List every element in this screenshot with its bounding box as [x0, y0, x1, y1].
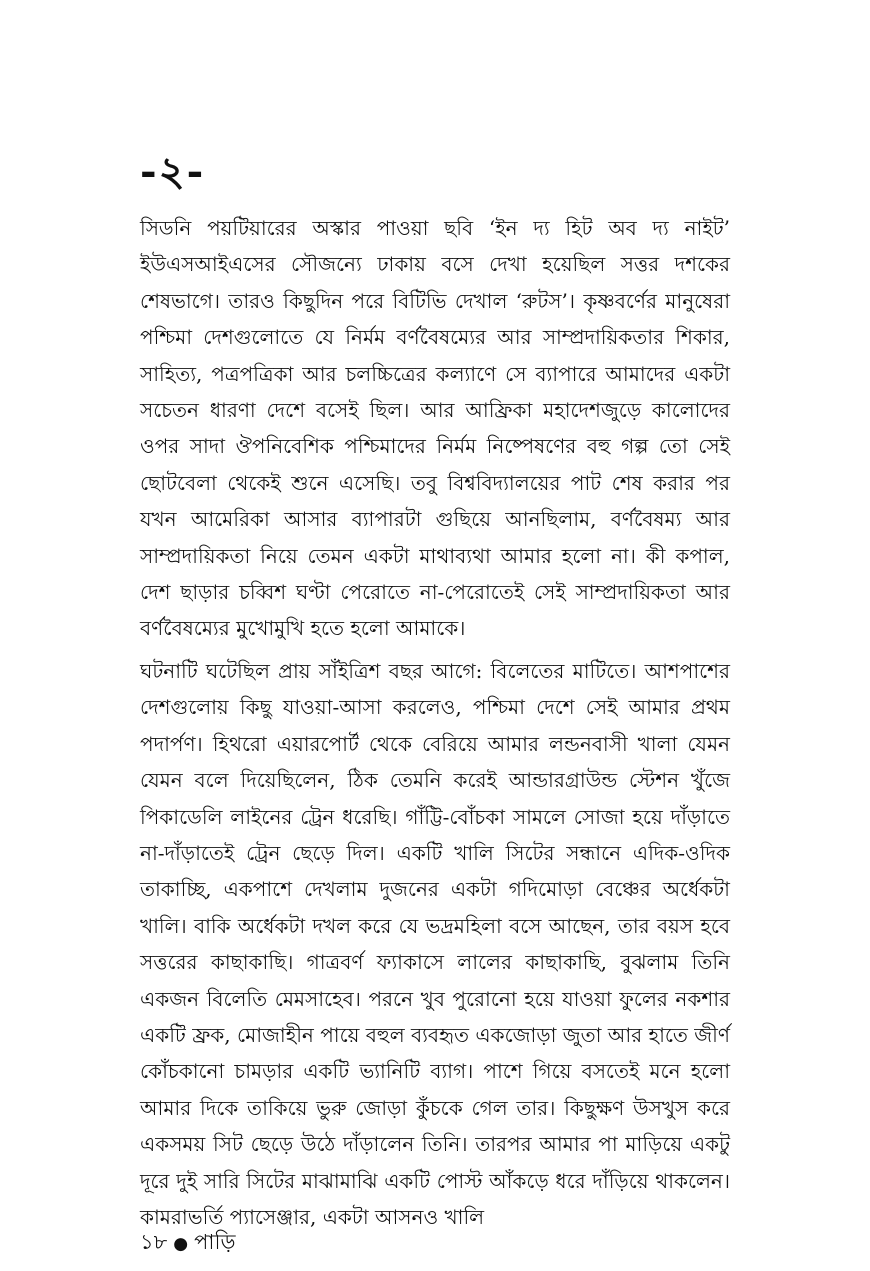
bullet-separator: ● [173, 1234, 189, 1254]
paragraph: ঘটনাটি ঘটেছিল প্রায় সাঁইত্রিশ বছর আগে: বিলেতের মাটিতে। আশপাশের দেশগুলোয় কিছু যাওয়া-আসা করলেও, পশ্চিমা দেশে সেই আমার প্রথম পদার্পণ। হিথরো এয়ারপোর্ট থেকে বেরিয়ে আমার লন্ডনবাসী খালা যেমন যেমন বলে দিয়েছিলেন, ঠিক তেমনি করেই আন্ডারগ্রাউন্ড স্টেশন খুঁজে পিকাডেলি লাইনের ট্রেন ধরেছি। গাঁট্টি-বোঁচকা সামলে সোজা হয়ে দাঁড়াতে না-দাঁড়াতেই ট্রেন ছেড়ে দিল। একটি খালি সিটের সন্ধানে এদিক-ওদিক তাকাচ্ছি, একপাশে দেখলাম দুজনের একটা গদিমোড়া বেঞ্চের অর্ধেকটা খালি। বাকি অর্ধেকটা দখল করে যে ভদ্রমহিলা বসে আছেন, তার বয়স হবে সত্তরের কাছাকাছি। গাত্রবর্ণ ফ্যাকাসে লালের কাছাকাছি, বুঝলাম তিনি একজন বিলেতি মেমসাহেব। পরনে খুব পুরোনো হয়ে যাওয়া ফুলের নকশার একটি ফ্রক, মোজাহীন পায়ে বহুল ব্যবহৃত একজোড়া জুতা আর হাতে জীর্ণ কোঁচকানো চামড়ার একটি ভ্যানিটি ব্যাগ। পাশে গিয়ে বসতেই মনে হলো আমার দিকে তাকিয়ে ভুরু জোড়া কুঁচকে গেল তার। কিছুক্ষণ উসখুস করে একসময় সিট ছেড়ে উঠে দাঁড়ালেন তিনি। তারপর আমার পা মাড়িয়ে একটু দূরে দুই সারি সিটের মাঝামাঝি একটি পোস্ট আঁকড়ে ধরে দাঁড়িয়ে থাকলেন। কামরাভর্তি প্যাসেঞ্জার, একটা আসনও খালি [140, 658, 730, 1229]
book-title: পাড়ি [194, 1230, 236, 1254]
chapter-number: -২- [140, 148, 206, 195]
chapter-body [140, 210, 730, 1235]
page-number: ১৮ [140, 1230, 168, 1254]
page-footer [140, 1232, 235, 1253]
paragraph: সিডনি পয়টিয়ারের অস্কার পাওয়া ছবি ‘ইন দ্য হিট অব দ্য নাইট’ ইউএসআইএসের সৌজন্যে ঢাকায় বসে দেখা হয়েছিল সত্তর দশকের শেষভাগে। তারও কিছুদিন পরে বিটিভি দেখাল ‘রুটস’। কৃষ্ণবর্ণের মানুষেরা পশ্চিমা দেশগুলোতে যে নির্মম বর্ণবৈষম্যের আর সাম্প্রদায়িকতার শিকার, সাহিত্য, পত্রপত্রিকা আর চলচ্চিত্রের কল্যাণে সে ব্যাপারে আমাদের একটা সচেতন ধারণা দেশে বসেই ছিল। আর আফ্রিকা মহাদেশজুড়ে কালোদের ওপর সাদা ঔপনিবেশিক পশ্চিমাদের নির্মম নিষ্পেষণের বহু গল্প তো সেই ছোটবেলা থেকেই শুনে এসেছি। তবু বিশ্ববিদ্যালয়ের পাট শেষ করার পর যখন আমেরিকা আসার ব্যাপারটা গুছিয়ে আনছিলাম, বর্ণবৈষম্য আর সাম্প্রদায়িকতা নিয়ে তেমন একটা মাথাব্যথা আমার হলো না। কী কপাল, দেশ ছাড়ার চব্বিশ ঘণ্টা পেরোতে না-পেরোতেই সেই সাম্প্রদায়িকতা আর বর্ণবৈষম্যের মুখোমুখি হতে হলো আমাকে। [140, 216, 730, 641]
